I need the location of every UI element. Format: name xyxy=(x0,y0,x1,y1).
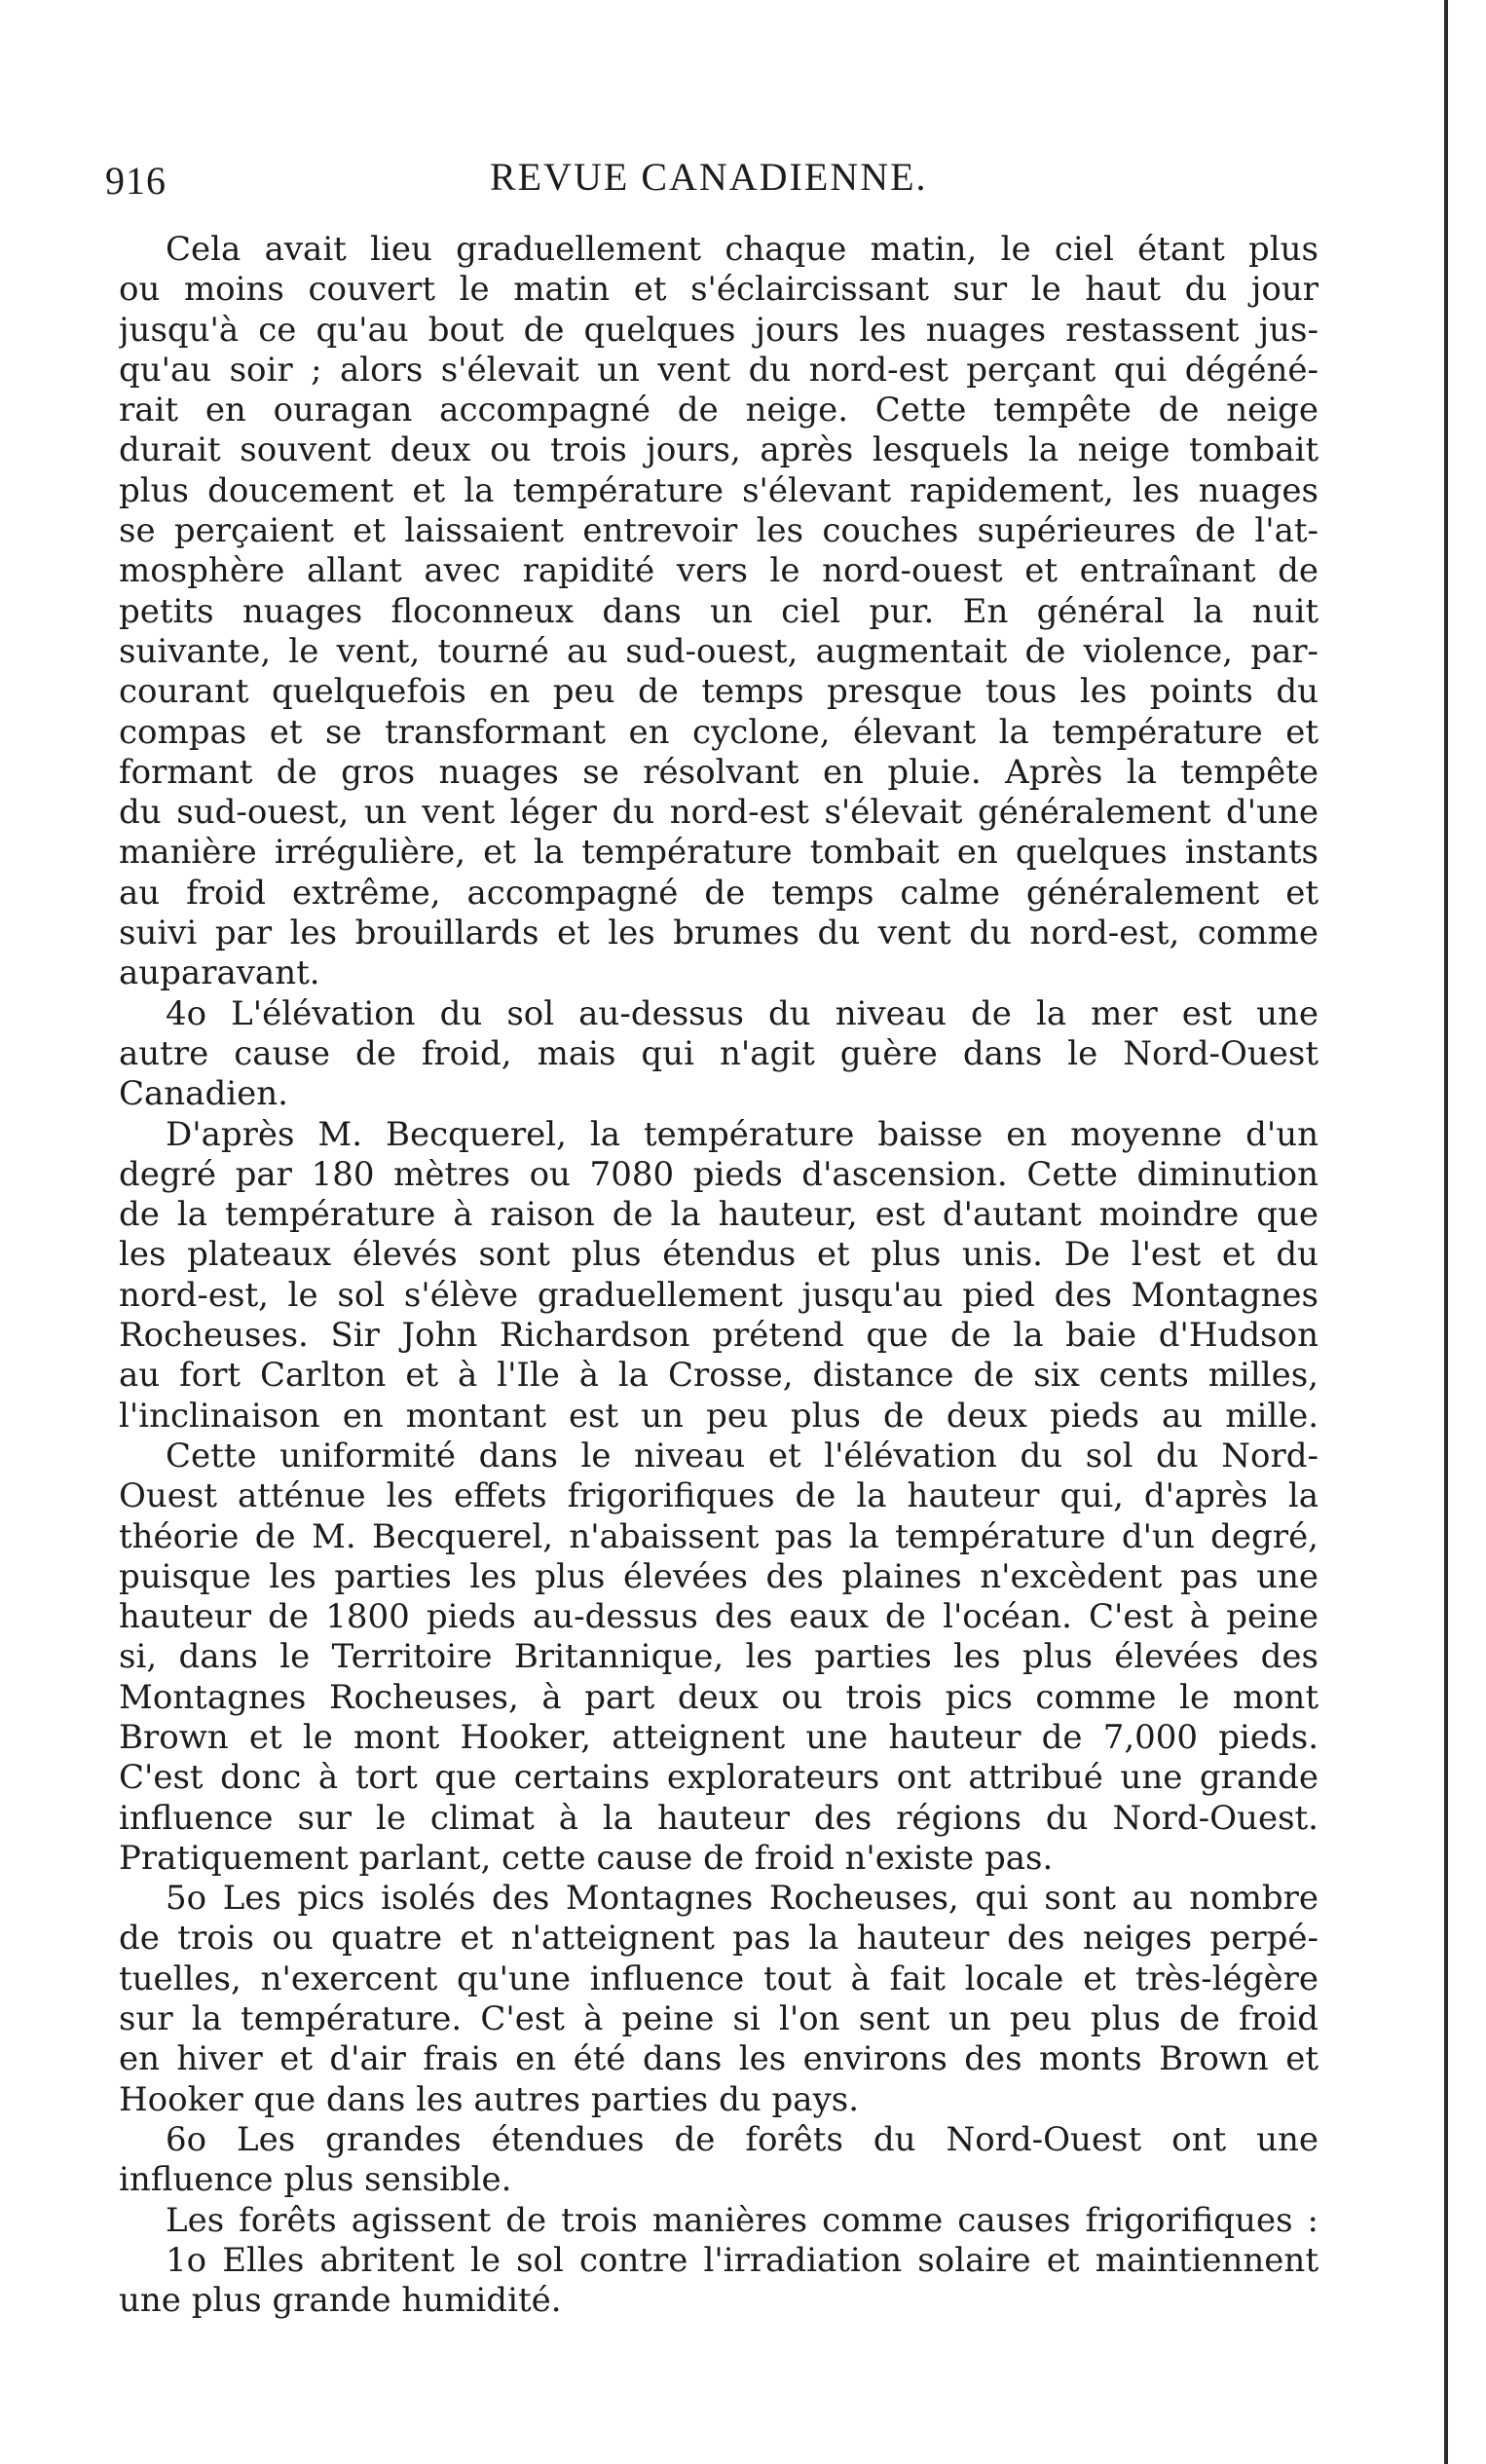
text-line: durait souvent deux ou trois jours, après lesquels la neige tombait xyxy=(119,430,1319,470)
text-line: compas et se transformant en cyclone, élevant la température et xyxy=(119,712,1319,752)
page-edge-rule xyxy=(1444,0,1448,2464)
text-line: 4o L'élévation du sol au-dessus du niveau de la mer est une xyxy=(166,993,1319,1033)
text-line: suivi par les brouillards et les brumes du vent du nord-est, comme xyxy=(119,914,1319,953)
text-line: hauteur de 1800 pieds au-dessus des eaux de l'océan. C'est à peine xyxy=(119,1597,1319,1637)
page-number: 916 xyxy=(105,159,167,203)
text-line: formant de gros nuages se résolvant en pluie. Après la tempête xyxy=(119,752,1319,792)
text-line: rait en ouragan accompagné de neige. Cette tempête de neige xyxy=(119,391,1319,430)
text-line: Pratiquement parlant, cette cause de froid n'existe pas. xyxy=(119,1838,1054,1878)
page-header xyxy=(105,154,1313,212)
text-line: jusqu'à ce qu'au bout de quelques jours les nuages restassent jus- xyxy=(119,310,1319,350)
text-line: au fort Carlton et à l'Ile à la Crosse, distance de six cents milles, xyxy=(119,1356,1319,1396)
text-line: tuelles, n'exercent qu'une influence tout à fait locale et très-légère xyxy=(119,1959,1319,1998)
text-line: Les forêts agissent de trois manières comme causes frigorifiques : xyxy=(166,2200,1319,2240)
text-line: 1o Elles abritent le sol contre l'irradiation solaire et maintiennent xyxy=(166,2240,1319,2280)
text-line: C'est donc à tort que certains explorateurs ont attribué une grande xyxy=(119,1758,1319,1798)
text-line: Cela avait lieu graduellement chaque matin, le ciel étant plus xyxy=(166,230,1319,269)
text-line: théorie de M. Becquerel, n'abaissent pas la température d'un degré, xyxy=(119,1516,1319,1556)
text-line: 5o Les pics isolés des Montagnes Rocheuses, qui sont au nombre xyxy=(166,1879,1319,1919)
text-line: plus doucement et la température s'élevant rapidement, les nuages xyxy=(119,470,1319,510)
text-line: petits nuages floconneux dans un ciel pur. En général la nuit xyxy=(119,591,1319,631)
text-line: Rocheuses. Sir John Richardson prétend que de la baie d'Hudson xyxy=(119,1316,1319,1356)
text-line: autre cause de froid, mais qui n'agit guère dans le Nord-Ouest xyxy=(119,1033,1319,1073)
text-line: nord-est, le sol s'élève graduellement jusqu'au pied des Montagnes xyxy=(119,1275,1319,1315)
text-line: en hiver et d'air frais en été dans les environs des monts Brown et xyxy=(119,2039,1319,2079)
text-line: mosphère allant avec rapidité vers le nord-ouest et entraînant de xyxy=(119,551,1319,591)
text-line: degré par 180 mètres ou 7080 pieds d'ascension. Cette diminution xyxy=(119,1154,1319,1194)
text-line: auparavant. xyxy=(119,953,320,993)
text-line: courant quelquefois en peu de temps presque tous les points du xyxy=(119,672,1319,712)
text-line: une plus grande humidité. xyxy=(119,2281,562,2321)
text-line: sur la température. C'est à peine si l'on sent un peu plus de froid xyxy=(119,1999,1319,2039)
running-head: REVUE CANADIENNE. xyxy=(490,155,928,199)
text-line: Canadien. xyxy=(119,1074,288,1114)
text-line: D'après M. Becquerel, la température baisse en moyenne d'un xyxy=(166,1114,1319,1154)
text-line: ou moins couvert le matin et s'éclaircissant sur le haut du jour xyxy=(119,270,1319,310)
text-line: manière irrégulière, et la température tombait en quelques instants xyxy=(119,833,1319,873)
text-line: puisque les parties les plus élevées des plaines n'excèdent pas une xyxy=(119,1556,1319,1596)
text-line: Cette uniformité dans le niveau et l'élévation du sol du Nord- xyxy=(166,1436,1319,1475)
text-line: Ouest atténue les effets frigorifiques de la hauteur qui, d'après la xyxy=(119,1476,1319,1516)
text-line: influence plus sensible. xyxy=(119,2160,512,2200)
text-line: au froid extrême, accompagné de temps calme généralement et xyxy=(119,873,1319,913)
text-line: l'inclinaison en montant est un peu plus de deux pieds au mille. xyxy=(119,1396,1319,1436)
text-line: Montagnes Rocheuses, à part deux ou trois pics comme le mont xyxy=(119,1677,1319,1717)
text-line: se perçaient et laissaient entrevoir les couches supérieures de l'at- xyxy=(119,511,1319,551)
text-line: suivante, le vent, tourné au sud-ouest, augmentait de violence, par- xyxy=(119,631,1319,671)
body-text xyxy=(119,230,1319,2321)
text-line: qu'au soir ; alors s'élevait un vent du nord-est perçant qui dégéné- xyxy=(119,350,1319,390)
text-line: si, dans le Territoire Britannique, les parties les plus élevées des xyxy=(119,1637,1319,1677)
text-line: 6o Les grandes étendues de forêts du Nord-Ouest ont une xyxy=(166,2119,1319,2159)
text-line: Hooker que dans les autres parties du pays. xyxy=(119,2079,860,2119)
text-line: de trois ou quatre et n'atteignent pas la hauteur des neiges perpé- xyxy=(119,1919,1319,1959)
text-line: Brown et le mont Hooker, atteignent une hauteur de 7,000 pieds. xyxy=(119,1717,1319,1757)
text-line: influence sur le climat à la hauteur des régions du Nord-Ouest. xyxy=(119,1798,1319,1838)
text-line: les plateaux élevés sont plus étendus et plus unis. De l'est et du xyxy=(119,1235,1319,1275)
text-line: du sud-ouest, un vent léger du nord-est s'élevait généralement d'une xyxy=(119,793,1319,833)
text-line: de la température à raison de la hauteur, est d'autant moindre que xyxy=(119,1195,1319,1235)
